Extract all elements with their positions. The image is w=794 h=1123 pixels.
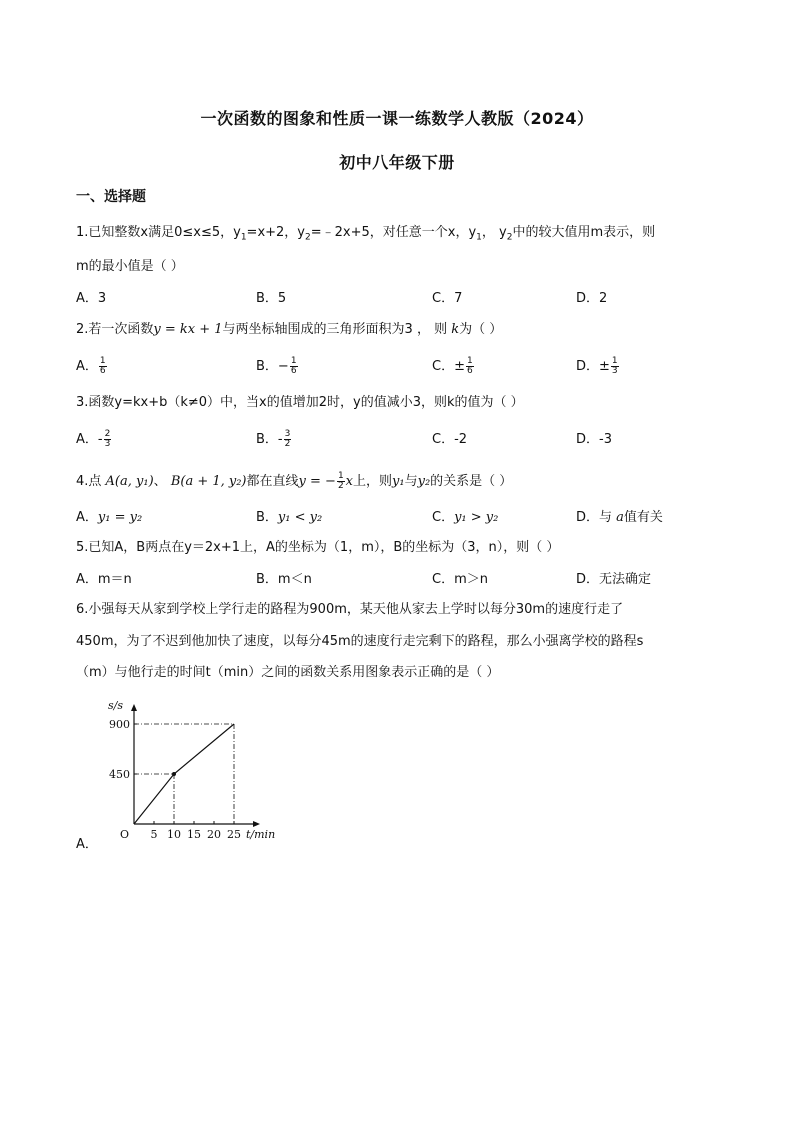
x-axis-arrow bbox=[253, 821, 260, 827]
question-1-stem-line2: m的最小值是（ ） bbox=[76, 259, 184, 274]
q2-option-c: C．± $\frac{1}{6}$ bbox=[432, 356, 473, 376]
x-tick-label: 15 bbox=[187, 828, 201, 841]
origin-label: O bbox=[120, 828, 130, 841]
q4-option-d: D．与 a值有关 bbox=[576, 510, 663, 525]
q3-option-c: C．-2 bbox=[432, 432, 468, 447]
y-axis-label: s/s bbox=[108, 699, 123, 712]
y-tick-label: 900 bbox=[109, 718, 130, 731]
distance-time-chart bbox=[100, 696, 290, 846]
q5-option-a: A．m＝n bbox=[76, 572, 132, 587]
q5-option-c: C．m＞n bbox=[432, 572, 488, 587]
q5-option-b: B．m＜n bbox=[256, 572, 312, 587]
question-1-stem: 1.已知整数x满足0≤x≤5，$y_1=x+2$，$y_2=﹣2x+5$，对任意一个x，$y_1$， $y_2$中的较大值用m表示，则 bbox=[76, 225, 656, 243]
q3-option-d: D．-3 bbox=[576, 432, 612, 447]
q5-option-d: D．无法确定 bbox=[576, 572, 652, 587]
q2-option-d: D．± $\frac{1}{3}$ bbox=[576, 356, 618, 376]
y-axis-arrow bbox=[131, 704, 137, 711]
x-tick-label: 5 bbox=[150, 828, 158, 841]
question-4-stem: 4.点 A(a, y₁)、 B(a + 1, y₂)都在直线y = − $\frac{1}{2}$ x上，则y₁与y₂的关系是（ ） bbox=[76, 471, 513, 491]
q6-option-a: A． bbox=[76, 837, 98, 852]
question-2-stem: 2.若一次函数y = kx + 1与两坐标轴围成的三角形面积为3 ， 则 k为（ ） bbox=[76, 322, 503, 337]
q4-option-b: B．y₁ < y₂ bbox=[256, 510, 323, 525]
q2-formula: y = kx + 1 bbox=[153, 322, 223, 337]
y-tick-label: 450 bbox=[109, 768, 130, 781]
q1-option-c: C．7 bbox=[432, 291, 463, 306]
q4-option-c: C．y₁ > y₂ bbox=[432, 510, 499, 525]
section-heading: 一、选择题 bbox=[76, 189, 146, 205]
page-title: 一次函数的图象和性质一课一练数学人教版（2024） bbox=[200, 109, 594, 128]
question-6-stem-line3: （m）与他行走的时间t（min）之间的函数关系用图象表示正确的是（ ） bbox=[76, 665, 500, 680]
question-6-stem-line2: 450m，为了不迟到他加快了速度，以每分45m的速度行走完剩下的路程，那么小强离学校的路程s bbox=[76, 634, 644, 649]
q3-option-b: B．- $\frac{3}{2}$ bbox=[256, 429, 291, 449]
q1-option-b: B．5 bbox=[256, 291, 287, 306]
x-axis-label: t/min bbox=[246, 828, 276, 841]
q3-option-a: A．- $\frac{2}{3}$ bbox=[76, 429, 111, 449]
q2-option-b: B．− $\frac{1}{6}$ bbox=[256, 356, 297, 376]
page-subtitle: 初中八年级下册 bbox=[339, 153, 455, 172]
q2-option-a: A． $\frac{1}{6}$ bbox=[76, 356, 106, 376]
question-6-stem-line1: 6.小强每天从家到学校上学行走的路程为900m，某天他从家去上学时以每分30m的速度行走了 bbox=[76, 602, 624, 617]
x-tick-label: 20 bbox=[207, 828, 221, 841]
q1-option-a: A．3 bbox=[76, 291, 107, 306]
x-tick-label: 10 bbox=[167, 828, 181, 841]
question-5-stem: 5.已知A，B两点在y＝2x+1上，A的坐标为（1，m），B的坐标为（3，n），则（ ） bbox=[76, 540, 560, 555]
data-point bbox=[172, 772, 176, 776]
x-tick-label: 25 bbox=[227, 828, 241, 841]
question-3-stem: 3.函数y=kx+b（k≠0）中，当x的值增加2时，y的值减小3，则k的值为（ ） bbox=[76, 395, 524, 410]
q4-option-a: A．y₁ = y₂ bbox=[76, 510, 143, 525]
q1-option-d: D．2 bbox=[576, 291, 608, 306]
